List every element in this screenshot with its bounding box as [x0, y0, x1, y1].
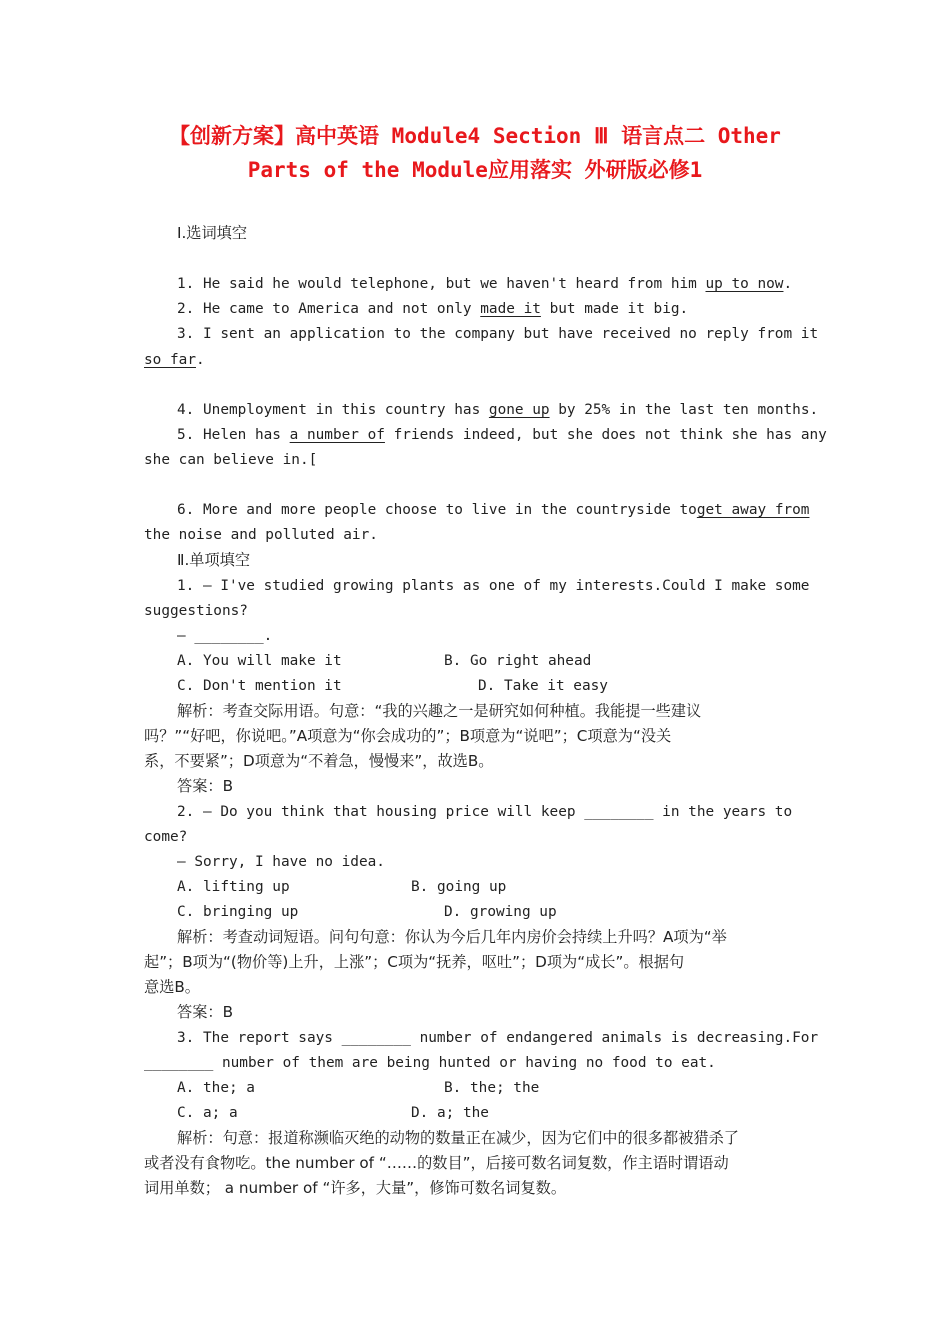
q3-line1: 3. The report says ________ number of endangered animals is decreasing.For — [177, 1030, 819, 1046]
q1-option-b: B. Go right ahead — [444, 653, 592, 669]
answer-underlined: so far — [144, 352, 196, 368]
q1-explanation-2: 吗？”“好吧，你说吧。”A项意为“你会成功的”；B项意为“说吧”；C项意为“没关 — [144, 727, 672, 745]
q1-line2: suggestions? — [144, 603, 248, 619]
q2-option-b: B. going up — [411, 879, 507, 895]
q2-option-d: D. growing up — [444, 904, 557, 920]
item-text: 1. He said he would telephone, but we haven't heard from him — [177, 276, 706, 292]
fill-item-6 — [177, 500, 810, 520]
answer-underlined: gone up — [488, 402, 550, 418]
fill-item-2 — [177, 299, 806, 319]
q1-option-a: A. You will make it — [177, 653, 342, 669]
q2-line1: 2. — Do you think that housing price will keep ________ in the years to — [177, 804, 793, 820]
fill-item-5-cont: she can believe in.[ — [144, 452, 318, 468]
q3-explanation-1: 解析：句意：报道称濒临灭绝的动物的数量正在减少，因为它们中的很多都被猎杀了 — [177, 1129, 739, 1147]
q3-option-b: B. the; the — [444, 1080, 540, 1096]
q3-option-a: A. the; a — [177, 1080, 255, 1096]
q1-option-d: D. Take it easy — [478, 678, 608, 694]
q3-option-c: C. a; a — [177, 1105, 238, 1121]
q1-explanation-3: 系，不要紧”；D项意为“不着急，慢慢来”，故选B。 — [144, 752, 494, 770]
q2-explanation-3: 意选B。 — [144, 978, 200, 996]
fill-item-6-cont: the noise and polluted air. — [144, 527, 378, 543]
item-text: 2. He came to America and not only — [177, 301, 481, 317]
q1-line3: — ________. — [177, 628, 273, 644]
q3-option-d: D. a; the — [411, 1105, 489, 1121]
q2-line3: — Sorry, I have no idea. — [177, 854, 385, 870]
q2-answer: 答案：B — [177, 1003, 233, 1021]
fill-item-4 — [177, 400, 819, 420]
q3-line2: ________ number of them are being hunted or having no food to eat. — [144, 1055, 716, 1071]
item-text: by 25% in the last ten months. — [549, 402, 819, 418]
q1-answer: 答案：B — [177, 777, 233, 795]
section2-heading: Ⅱ.单项填空 — [177, 551, 251, 569]
item-text: but made it big. — [540, 301, 689, 317]
fill-item-1 — [177, 274, 806, 294]
item-text: 5. Helen has — [177, 427, 290, 443]
q1-line1: 1. — I've studied growing plants as one of my interests.Could I make some — [177, 578, 810, 594]
q2-line2: come? — [144, 829, 188, 845]
item-text: friends indeed, but she does not think she has any — [384, 427, 827, 443]
item-text: . — [783, 276, 793, 292]
q2-explanation-2: 起”；B项为“(物价等)上升，上涨”；C项为“抚养，呕吐”；D项为“成长”。根据句 — [144, 953, 685, 971]
answer-underlined: get away from — [696, 502, 810, 518]
page-title-line2: Parts of the Module应用落实 外研版必修1 — [247, 158, 703, 182]
answer-underlined: up to now — [705, 276, 784, 292]
answer-underlined: made it — [480, 301, 541, 317]
q3-explanation-3: 词用单数； a number of “许多，大量”，修饰可数名词复数。 — [144, 1179, 567, 1197]
item-text: 6. More and more people choose to live in the countryside to — [177, 502, 697, 518]
page-title-line1: 【创新方案】高中英语 Module4 Section Ⅲ 语言点二 Other — [169, 124, 781, 148]
q2-explanation-1: 解析：考查动词短语。问句句意：你认为今后几年内房价会持续上升吗？A项为“举 — [177, 928, 727, 946]
q1-explanation-1: 解析：考查交际用语。句意：“我的兴趣之一是研究如何种植。我能提一些建议 — [177, 702, 702, 720]
section1-heading: Ⅰ.选词填空 — [177, 224, 248, 242]
item-text: . — [195, 352, 205, 368]
q3-explanation-2: 或者没有食物吃。the number of “……的数目”，后接可数名词复数，作主语时谓语动 — [144, 1154, 729, 1172]
q2-option-c: C. bringing up — [177, 904, 299, 920]
answer-underlined: a number of — [289, 427, 385, 443]
fill-item-5 — [177, 425, 827, 445]
item-text: 4. Unemployment in this country has — [177, 402, 489, 418]
fill-item-3: 3. I sent an application to the company but have received no reply from it — [177, 326, 819, 342]
q1-option-c: C. Don't mention it — [177, 678, 342, 694]
q2-option-a: A. lifting up — [177, 879, 290, 895]
fill-item-3-cont — [144, 350, 806, 370]
